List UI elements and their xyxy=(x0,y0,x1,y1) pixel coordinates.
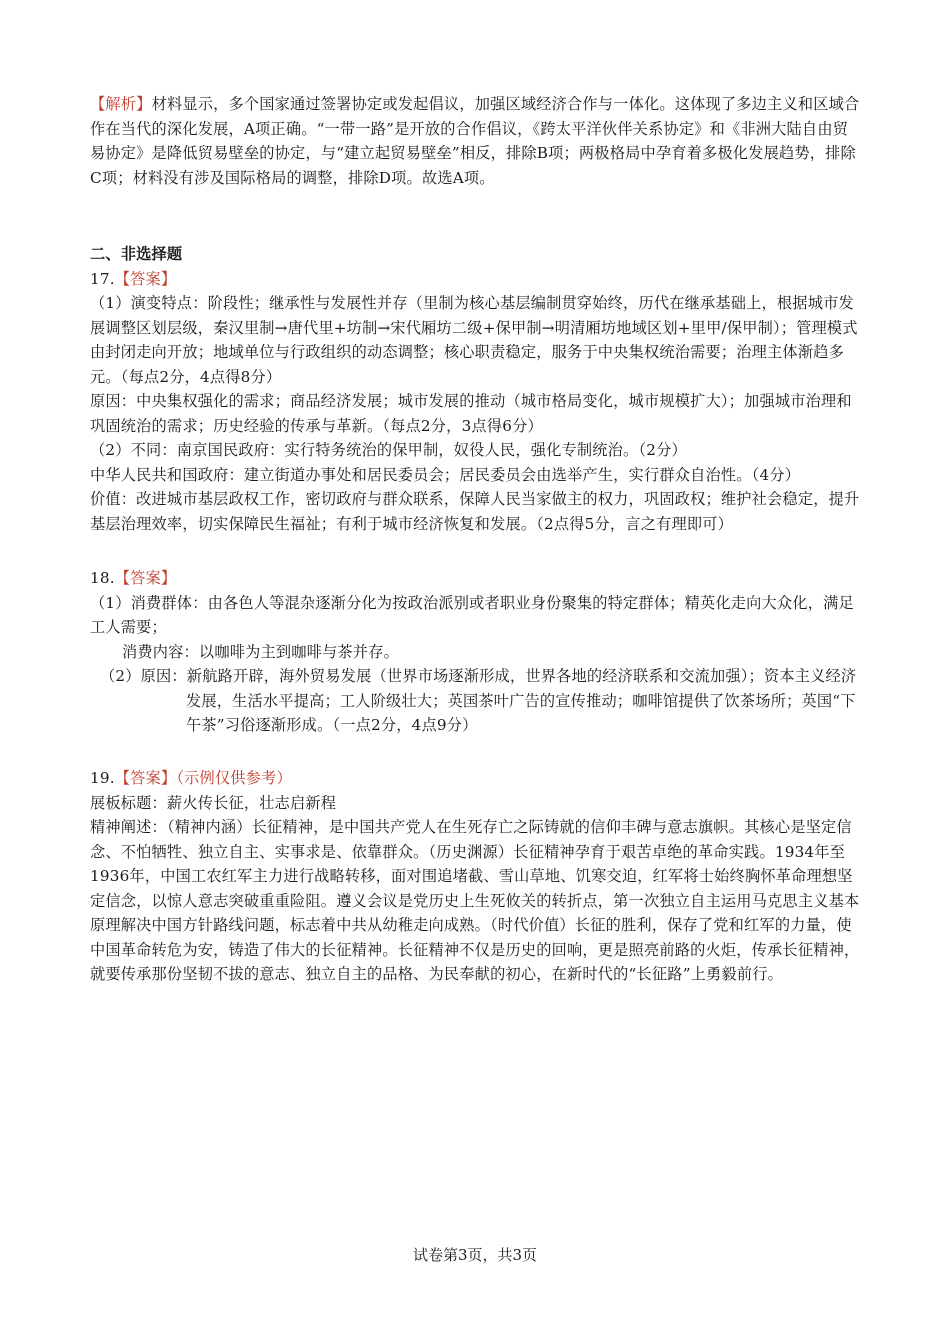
q18-header xyxy=(90,566,860,591)
q17-number: 17. xyxy=(90,269,115,288)
section-title: 二、非选择题 xyxy=(90,245,183,263)
analysis-paragraph xyxy=(90,92,860,190)
q19-title-line: 展板标题：薪火传长征，壮志启新程 xyxy=(90,793,337,812)
q17-para-5: 价值：改进城市基层政权工作，密切政府与群众联系，保障人民当家做主的权力，巩固政权；维护社会稳定，提升基层治理效率，切实保障民生福祉；有利于城市经济恢复和发展。（2点得5分，言之有理即可） xyxy=(90,490,860,533)
q19-body: 精神阐述：（精神内涵）长征精神，是中国共产党人在生死存亡之际铸就的信仰丰碑与意志旗帜。其核心是坚定信念、不怕牺牲、独立自主、实事求是、依靠群众。（历史渊源）长征精神孕育于艰苦卓绝的革命实践。1934年至1936年，中国工农红军主力进行战略转移，面对围追堵截、雪山草地、饥寒交迫，红军将士始终胸怀革命理想坚定信念，以惊人意志突破重重险阻。遵义会议是党历史上生死攸关的转折点，第一次独立自主运用马克思主义基本原理解决中国方针路线问题，标志着中共从幼稚走向成熟。（时代价值）长征的胜利，保存了党和红军的力量，使中国革命转危为安，铸造了伟大的长征精神。长征精神不仅是历史的回响，更是照亮前路的火炬，传承长征精神，就要传承那份坚韧不拔的意志、独立自主的品格、为民奉献的初心，在新时代的“长征路”上勇毅前行。 xyxy=(90,818,860,983)
q17-answer-label: 【答案】 xyxy=(114,269,177,288)
q18-section xyxy=(90,566,860,738)
q17-para-4: 中华人民共和国政府：建立街道办事处和居民委员会；居民委员会由选举产生，实行群众自治性。（4分） xyxy=(90,465,801,484)
q18-para-3: （2）原因：新航路开辟，海外贸易发展（世界市场逐渐形成，世界各地的经济联系和交流加强）；资本主义经济发展，生活水平提高；工人阶级壮大；英国茶叶广告的宣传推动；咖啡馆提供了饮茶场所；英国“下午茶”习俗逐渐形成。（一点2分，4点9分） xyxy=(100,667,857,734)
q18-para-2: 消费内容：以咖啡为主到咖啡与茶并存。 xyxy=(122,642,399,661)
q19-note: （示例仅供参考） xyxy=(176,769,292,787)
q17-header xyxy=(90,267,860,292)
q19-header xyxy=(90,766,860,791)
q18-answer-label: 【答案】 xyxy=(114,569,177,587)
q18-number: 18. xyxy=(90,569,115,587)
analysis-text: 材料显示，多个国家通过签署协定或发起倡议，加强区域经济合作与一体化。这体现了多边主义和区域合作在当代的深化发展，A项正确。“一带一路”是开放的合作倡议，《跨太平洋伙伴关系协定》和《非洲大陆自由贸易协定》是降低贸易壁垒的协定，与“建立起贸易壁垒”相反，排除B项；两极格局中孕育着多极化发展趋势，排除C项；材料没有涉及国际格局的调整，排除D项。故选A项。 xyxy=(90,95,860,187)
q17-para-3: （2）不同：南京国民政府：实行特务统治的保甲制，奴役人民，强化专制统治。（2分） xyxy=(90,441,687,459)
q19-number: 19. xyxy=(90,769,115,787)
q19-answer-label: 【答案】 xyxy=(114,769,177,787)
analysis-label: 【解析】 xyxy=(90,95,152,113)
q19-section xyxy=(90,766,860,987)
page-footer: 试卷第3页，共3页 xyxy=(412,1246,538,1264)
q17-para-1: （1）演变特点：阶段性；继承性与发展性并存（里制为核心基层编制贯穿始终，历代在继承基础上，根据城市发展调整区划层级，秦汉里制→唐代里+坊制→宋代厢坊二级+保甲制→明清厢坊地域区划+里甲/保甲制）；管理模式由封闭走向开放；地域单位与行政组织的动态调整；核心职责稳定，服务于中央集权统治需要；治理主体渐趋多元。（每点2分，4点得8分） xyxy=(90,294,858,386)
q17-section xyxy=(90,242,860,536)
q17-para-2: 原因：中央集权强化的需求；商品经济发展；城市发展的推动（城市格局变化，城市规模扩大）；加强城市治理和巩固统治的需求；历史经验的传承与革新。（每点2分，3点得6分） xyxy=(90,392,852,435)
q18-para-1: （1）消费群体：由各色人等混杂逐渐分化为按政治派别或者职业身份聚集的特定群体；精英化走向大众化，满足工人需要； xyxy=(90,593,854,636)
analysis-section xyxy=(90,92,860,190)
